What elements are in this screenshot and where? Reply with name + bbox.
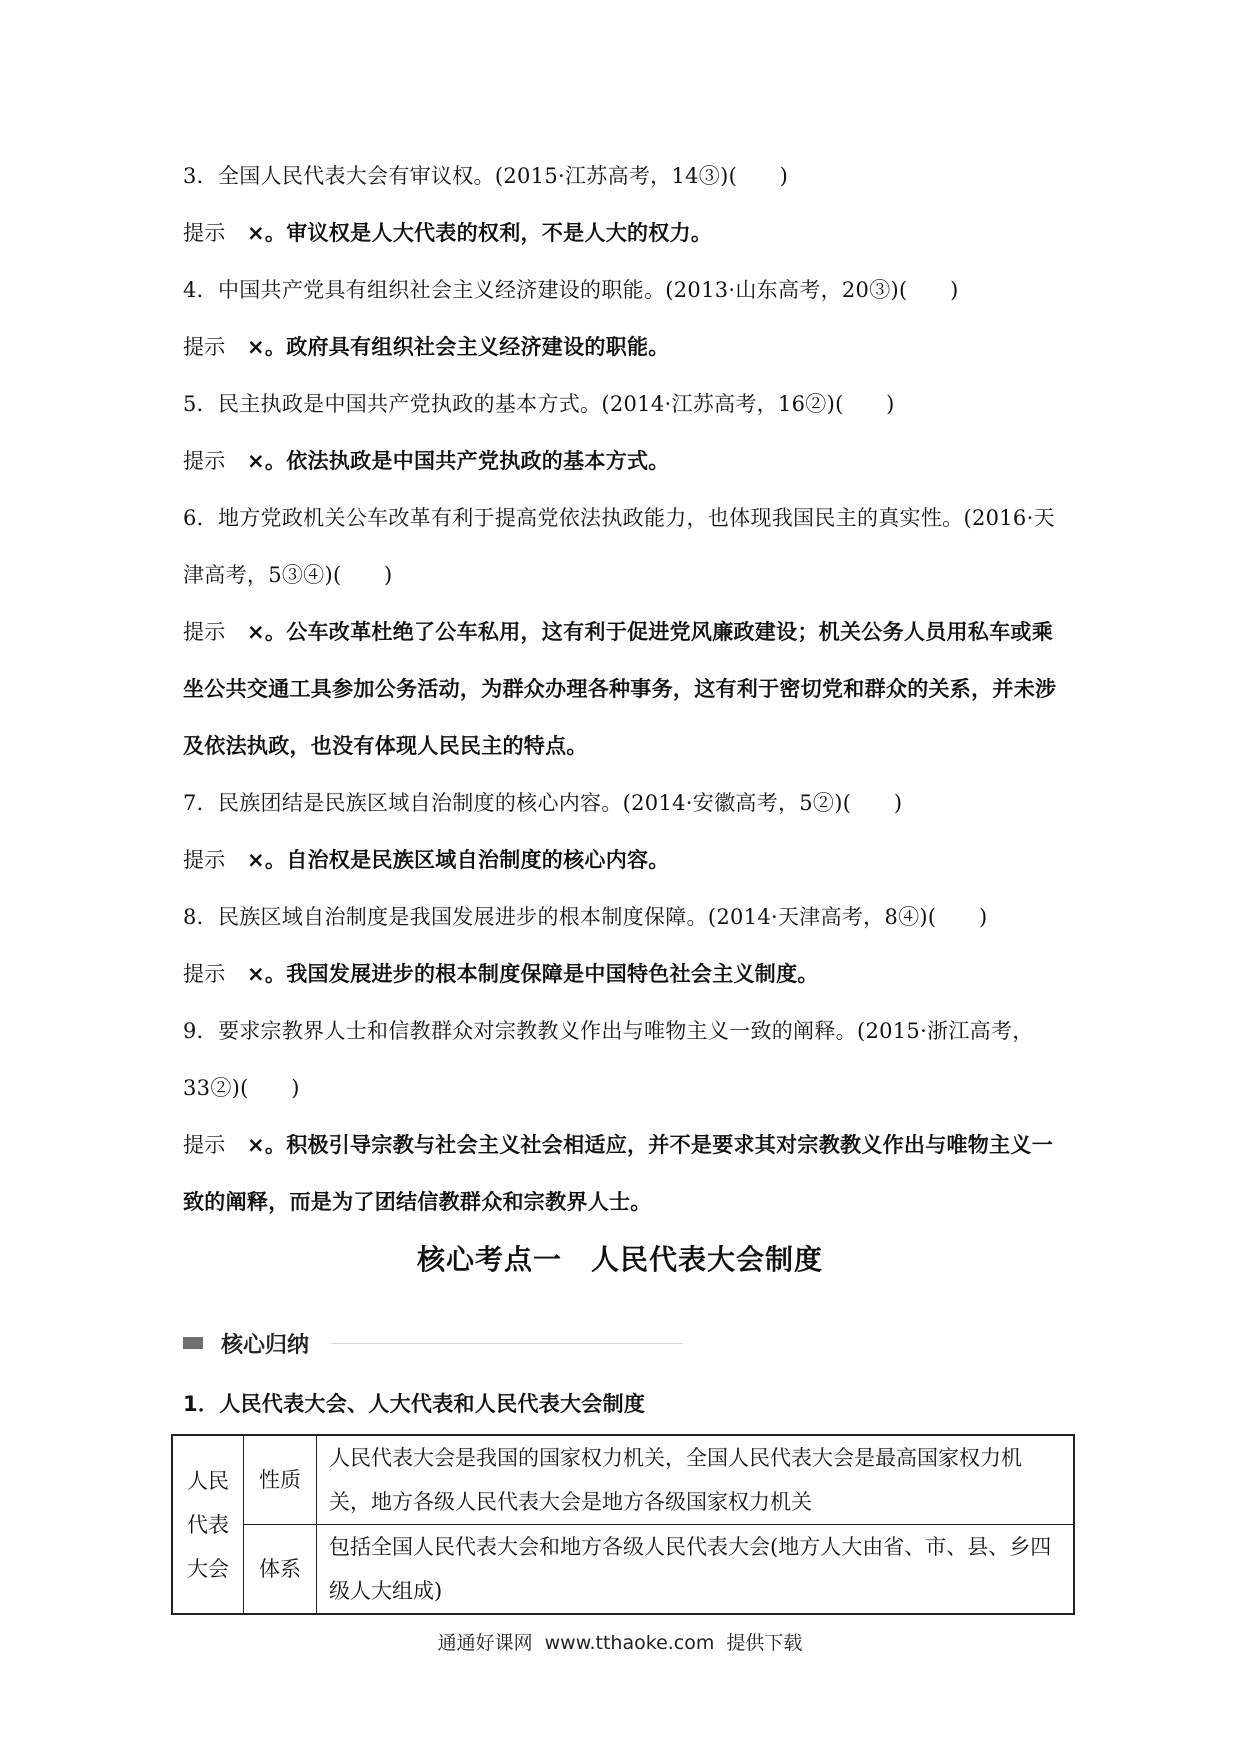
hint-label: 提示 [183, 620, 226, 644]
hint-text: ×。我国发展进步的根本制度保障是中国特色社会主义制度。 [247, 962, 819, 986]
question-3: 3．全国人民代表大会有审议权。(2015·江苏高考，14③)( ) [183, 164, 789, 188]
footer-note: 通通好课网 www.tthaoke.com 提供下载 [437, 1632, 803, 1654]
hint-6 [183, 604, 1063, 775]
hint-label: 提示 [183, 1133, 226, 1157]
hint-text: ×。公车改革杜绝了公车私用，这有利于促进党风廉政建设；机关公务人员用私车或乘坐公共交通工具参加公务活动，为群众办理各种事务，这有利于密切党和群众的关系，并未涉及依法执政，也没有体现人民民主的特点。 [183, 620, 1057, 758]
info-table [171, 1434, 1075, 1615]
hint-4 [183, 319, 1063, 376]
question-6: 6．地方党政机关公车改革有利于提高党依法执政能力，也体现我国民主的真实性。(2016·天津高考，5③④)( ) [183, 506, 1055, 587]
hint-3 [183, 205, 1063, 262]
hint-text: ×。审议权是人大代表的权利，不是人大的权力。 [247, 221, 713, 245]
table-row [172, 1525, 1074, 1615]
hint-label: 提示 [183, 335, 226, 359]
hint-9 [183, 1117, 1063, 1231]
square-bullet-icon [183, 1337, 203, 1349]
hint-text: ×。自治权是民族区域自治制度的核心内容。 [247, 848, 670, 872]
hint-label: 提示 [183, 848, 226, 872]
table-row [172, 1435, 1074, 1525]
hint-text: ×。政府具有组织社会主义经济建设的职能。 [247, 335, 670, 359]
section-title: 核心考点一 人民代表大会制度 [416, 1243, 823, 1276]
hint-text: ×。积极引导宗教与社会主义社会相适应，并不是要求其对宗教教义作出与唯物主义一致的阐释，而是为了团结信教群众和宗教界人士。 [183, 1133, 1053, 1214]
question-5: 5．民主执政是中国共产党执政的基本方式。(2014·江苏高考，16②)( ) [183, 392, 895, 416]
question-8: 8．民族区域自治制度是我国发展进步的根本制度保障。(2014·天津高考，8④)( ) [183, 905, 988, 929]
hint-7 [183, 832, 1063, 889]
hint-text: ×。依法执政是中国共产党执政的基本方式。 [247, 449, 670, 473]
row-content-cell: 人民代表大会是我国的国家权力机关，全国人民代表大会是最高国家权力机关，地方各级人民代表大会是地方各级国家权力机关 [317, 1435, 1075, 1525]
question-9: 9．要求宗教界人士和信教群众对宗教教义作出与唯物主义一致的阐释。(2015·浙江高考，33②)( ) [183, 1019, 1034, 1100]
divider [331, 1343, 683, 1344]
question-4: 4．中国共产党具有组织社会主义经济建设的职能。(2013·山东高考，20③)( ) [183, 278, 959, 302]
hint-label: 提示 [183, 962, 226, 986]
question-list [183, 148, 1063, 1231]
question-7: 7．民族团结是民族区域自治制度的核心内容。(2014·安徽高考，5②)( ) [183, 791, 903, 815]
hint-8 [183, 946, 1063, 1003]
hint-label: 提示 [183, 221, 226, 245]
subhead-label: 核心归纳 [221, 1332, 310, 1358]
hint-label: 提示 [183, 449, 226, 473]
table-caption: 1．人民代表大会、人大代表和人民代表大会制度 [183, 1392, 646, 1416]
row-label-cell: 体系 [244, 1525, 317, 1615]
row-content-cell: 包括全国人民代表大会和地方各级人民代表大会(地方人大由省、市、县、乡四级人大组成) [317, 1525, 1075, 1615]
subhead [183, 1323, 683, 1363]
row-label-cell: 性质 [244, 1435, 317, 1525]
hint-5 [183, 433, 1063, 490]
row-header-cell: 人民代表大会 [172, 1435, 244, 1614]
